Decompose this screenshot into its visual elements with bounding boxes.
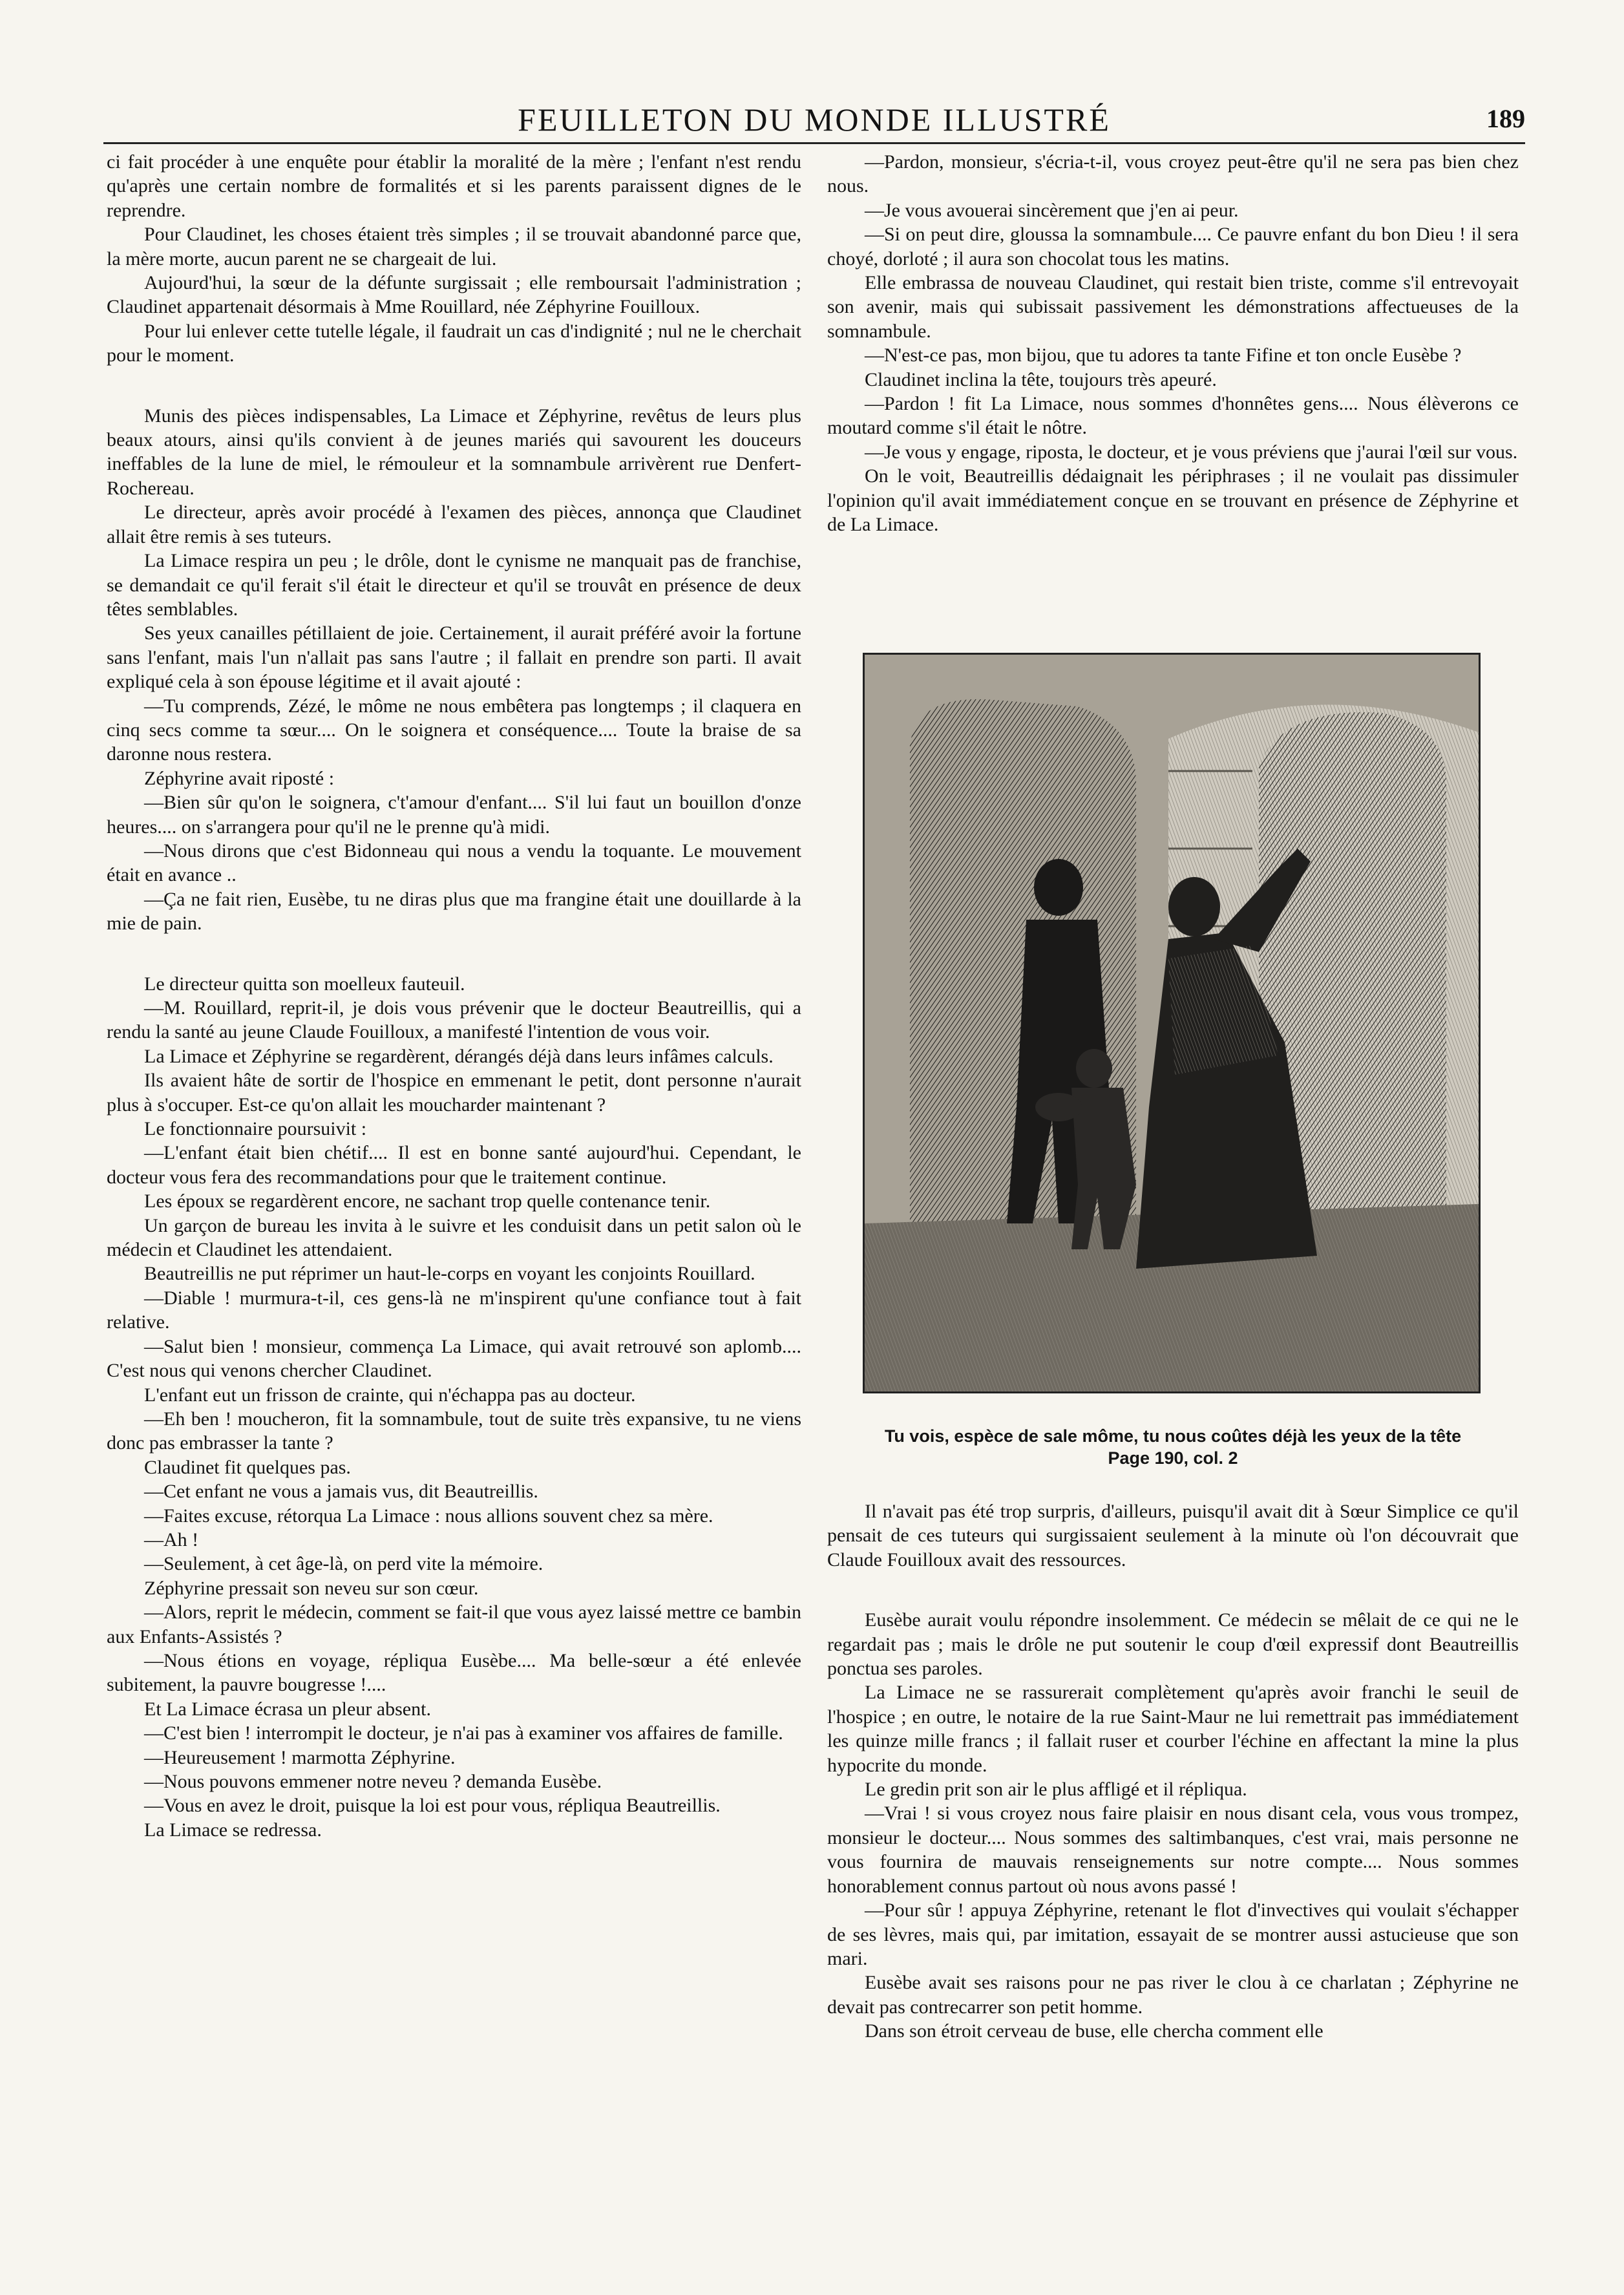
paragraph: —L'enfant était bien chétif.... Il est en bonne santé aujourd'hui. Cependant, le docteur vous fera des recommandations pour que le traitement continue.: [107, 1142, 801, 1188]
page-title: FEUILLETON DU MONDE ILLUSTRÉ: [518, 101, 1111, 138]
paragraph: Pour Claudinet, les choses étaient très simples ; il se trouvait abandonné parce que, la mère morte, aucun parent ne se chargeait de lui.: [107, 224, 801, 270]
right-column-upper: [827, 150, 1519, 537]
paragraph: —Salut bien ! monsieur, commença La Limace, qui avait retrouvé son aplomb.... C'est nous qui venons chercher Claudinet.: [107, 1335, 801, 1382]
paragraph: —Ah !: [144, 1528, 199, 1550]
paragraph: —Nous étions en voyage, répliqua Eusèbe.... Ma belle-sœur a été enlevée subitement, la pauvre bougresse !....: [107, 1649, 801, 1696]
paragraph: Claudinet inclina la tête, toujours très apeuré.: [865, 368, 1217, 390]
paragraph: Les époux se regardèrent encore, ne sachant trop quelle contenance tenir.: [144, 1190, 711, 1212]
paragraph: —Diable ! murmura-t-il, ces gens-là ne m'inspirent qu'une confiance tout à fait relative.: [107, 1287, 801, 1333]
caption-line: Tu vois, espèce de sale môme, tu nous coûtes déjà les yeux de la tête: [884, 1426, 1462, 1446]
paragraph: —Je vous y engage, riposta, le docteur, et je vous préviens que j'aurai l'œil sur vous.: [865, 441, 1518, 463]
paragraph: Il n'avait pas été trop surpris, d'ailleurs, puisqu'il avait dit à Sœur Simplice ce qu'il pensait de ces tuteurs qui surgissaient seulement à la minute où l'on découvrait que Claude Fouilloux avait des ressources.: [827, 1501, 1519, 1571]
paragraph: La Limace respira un peu ; le drôle, dont le cynisme ne manquait pas de franchise, se demandait ce qu'il ferait s'il était le directeur et qu'il se trouvât en présence de deux têtes semblables.: [107, 550, 801, 620]
paragraph: Zéphyrine pressait son neveu sur son cœur.: [144, 1577, 479, 1599]
left-column: [107, 150, 801, 2121]
paragraph: —Eh ben ! moucheron, fit la somnambule, tout de suite très expansive, tu ne viens donc pas embrasser la tante ?: [107, 1408, 801, 1454]
paragraph: —Pour sûr ! appuya Zéphyrine, retenant le flot d'invectives qui voulait s'échapper de ses lèvres, mais qui, par imitation, essayait de se montrer aussi astucieuse que son mari.: [827, 1899, 1519, 1969]
paragraph: Et La Limace écrasa un pleur absent.: [144, 1698, 431, 1720]
paragraph: —N'est-ce pas, mon bijou, que tu adores ta tante Fifine et ton oncle Eusèbe ?: [865, 344, 1462, 366]
paragraph: Le fonctionnaire poursuivit :: [144, 1118, 367, 1140]
paragraph: —Vous en avez le droit, puisque la loi est pour vous, répliqua Beautreillis.: [144, 1795, 721, 1817]
paragraph: —Heureusement ! marmotta Zéphyrine.: [144, 1746, 456, 1768]
paragraph: Aujourd'hui, la sœur de la défunte surgissait ; elle remboursait l'administration ; Claudinet appartenait désormais à Mme Rouillard, née Zéphyrine Fouilloux.: [107, 272, 801, 318]
paragraph: Pour lui enlever cette tutelle légale, il faudrait un cas d'indignité ; nul ne le cherchait pour le moment.: [107, 320, 801, 366]
paragraph: —Ça ne fait rien, Eusèbe, tu ne diras plus que ma frangine était une douillarde à la mie de pain.: [107, 888, 801, 935]
paragraph: —Tu comprends, Zézé, le môme ne nous embêtera pas longtemps ; il claquera en cinq secs comme ta sœur.... On le soignera et conséquence.... Toute la braise de sa daronne nous restera.: [107, 695, 801, 765]
paragraph: Le directeur quitta son moelleux fauteuil.: [144, 973, 465, 995]
paragraph: La Limace ne se rassurerait complètement qu'après avoir franchi le seuil de l'hospice ; en outre, le notaire de la rue Saint-Maur ne lui remettrait pas immédiatement les quinze mille francs ; il fallait ruser et courber l'échine en affectant la mine la plus hypocrite du monde.: [827, 1682, 1519, 1776]
paragraph: —Alors, reprit le médecin, comment se fait-il que vous ayez laissé mettre ce bambin aux Enfants-Assistés ?: [107, 1602, 801, 1647]
paragraph: —Nous dirons que c'est Bidonneau qui nous a vendu la toquante. Le mouvement était en avance ..: [107, 840, 801, 886]
paragraph: Le directeur, après avoir procédé à l'examen des pièces, annonça que Claudinet allait être remis à ses tuteurs.: [107, 502, 801, 547]
paragraph: Le gredin prit son air le plus affligé et il répliqua.: [865, 1779, 1247, 1801]
illustration-caption: [827, 1425, 1519, 1469]
paragraph: —M. Rouillard, reprit-il, je dois vous prévenir que le docteur Beautreillis, qui a rendu la santé au jeune Claude Fouilloux, a manifesté l'intention de vous voir.: [107, 997, 801, 1043]
paragraph: —Si on peut dire, gloussa la somnambule.... Ce pauvre enfant du bon Dieu ! il sera choyé, dorloté ; il aura son chocolat tous les matins.: [827, 224, 1519, 270]
paragraph: Beautreillis ne put réprimer un haut-le-corps en voyant les conjoints Rouillard.: [144, 1263, 755, 1285]
paragraph: Eusèbe avait ses raisons pour ne pas river le clou à ce charlatan ; Zéphyrine ne devait pas contrecarrer son petit homme.: [827, 1972, 1519, 2018]
paragraph: —Je vous avouerai sincèrement que j'en ai peur.: [865, 199, 1239, 221]
paragraph: Elle embrassa de nouveau Claudinet, qui restait bien triste, comme s'il entrevoyait son avenir, mais qui subissait passivement les démonstrations affectueuses de la somnambule.: [827, 272, 1519, 342]
paragraph: —Pardon, monsieur, s'écria-t-il, vous croyez peut-être qu'il ne sera pas bien chez nous.: [827, 151, 1519, 197]
paragraph: —Pardon ! fit La Limace, nous sommes d'honnêtes gens.... Nous élèverons ce moutard comme s'il était le nôtre.: [827, 393, 1519, 439]
caption-page-reference: Page 190, col. 2: [1108, 1448, 1238, 1468]
paragraph: L'enfant eut un frisson de crainte, qui n'échappa pas au docteur.: [144, 1384, 636, 1406]
page-header: [103, 97, 1525, 144]
paragraph: Munis des pièces indispensables, La Limace et Zéphyrine, revêtus de leurs plus beaux atours, ainsi qu'ils convient à de jeunes mariés qui savourent les douceurs ineffables de la lune de miel, le rémouleur et la somnambule arrivèrent rue Denfert-Rochereau.: [107, 405, 801, 499]
paragraph: —Seulement, à cet âge-là, on perd vite la mémoire.: [144, 1553, 543, 1575]
paragraph: On le voit, Beautreillis dédaignait les périphrases ; il ne voulait pas dissimuler l'opinion qu'il avait immédiatement conçue en se trouvant en présence de Zéphyrine et de La Limace.: [827, 465, 1519, 536]
paragraph: —Nous pouvons emmener notre neveu ? demanda Eusèbe.: [144, 1771, 602, 1792]
paragraph: Eusèbe aurait voulu répondre insolemment. Ce médecin se mêlait de ce qui ne le regardait pas ; mais le drôle ne put soutenir le coup d'œil expressif dont Beautreillis ponctua ses paroles.: [827, 1609, 1519, 1680]
paragraph: Ses yeux canailles pétillaient de joie. Certainement, il aurait préféré avoir la fortune sans l'enfant, mais l'un n'allait pas sans l'autre ; il fallait en prendre son parti. Il avait expliqué cela à son épouse légitime et il avait ajouté :: [107, 622, 801, 693]
paragraph: La Limace et Zéphyrine se regardèrent, dérangés déjà dans leurs infâmes calculs.: [144, 1045, 774, 1067]
paragraph: La Limace se redressa.: [144, 1819, 322, 1841]
right-column-lower: [827, 1499, 1519, 2044]
paragraph: —C'est bien ! interrompit le docteur, je n'ai pas à examiner vos affaires de famille.: [144, 1722, 783, 1744]
paragraph: Ils avaient hâte de sortir de l'hospice en emmenant le petit, dont personne n'aurait plus à s'occuper. Est-ce qu'on allait les moucharder maintenant ?: [107, 1070, 801, 1116]
engraving-illustration: [863, 653, 1481, 1393]
illustration-drawing: [865, 655, 1479, 1391]
paragraph: Zéphyrine avait riposté :: [144, 767, 335, 789]
paragraph: Un garçon de bureau les invita à le suivre et les conduisit dans un petit salon où le médecin et Claudinet les attendaient.: [107, 1214, 801, 1261]
paragraph: Claudinet fit quelques pas.: [144, 1456, 351, 1478]
paragraph: —Faites excuse, rétorqua La Limace : nous allions souvent chez sa mère.: [144, 1505, 713, 1527]
paragraph: —Bien sûr qu'on le soignera, c't'amour d'enfant.... S'il lui faut un bouillon d'onze heures.... on s'arrangera pour qu'il ne le prenne qu'à midi.: [107, 792, 801, 838]
page-number: 189: [1486, 104, 1525, 133]
paragraph: ci fait procéder à une enquête pour établir la moralité de la mère ; l'enfant n'est rendu qu'après une certain nombre de formalités et si les parents paraissent dignes de le reprendre.: [107, 151, 801, 221]
paragraph: Dans son étroit cerveau de buse, elle chercha comment elle: [865, 2020, 1323, 2042]
paragraph: —Vrai ! si vous croyez nous faire plaisir en nous disant cela, vous vous trompez, monsieur le docteur.... Nous sommes des saltimbanques, c'est vrai, mais personne ne vous fournira de mauvais renseignements sur notre compte.... Nous sommes honorablement connus partout où nous avons passé !: [827, 1803, 1519, 1897]
paragraph: —Cet enfant ne vous a jamais vus, dit Beautreillis.: [144, 1481, 538, 1503]
